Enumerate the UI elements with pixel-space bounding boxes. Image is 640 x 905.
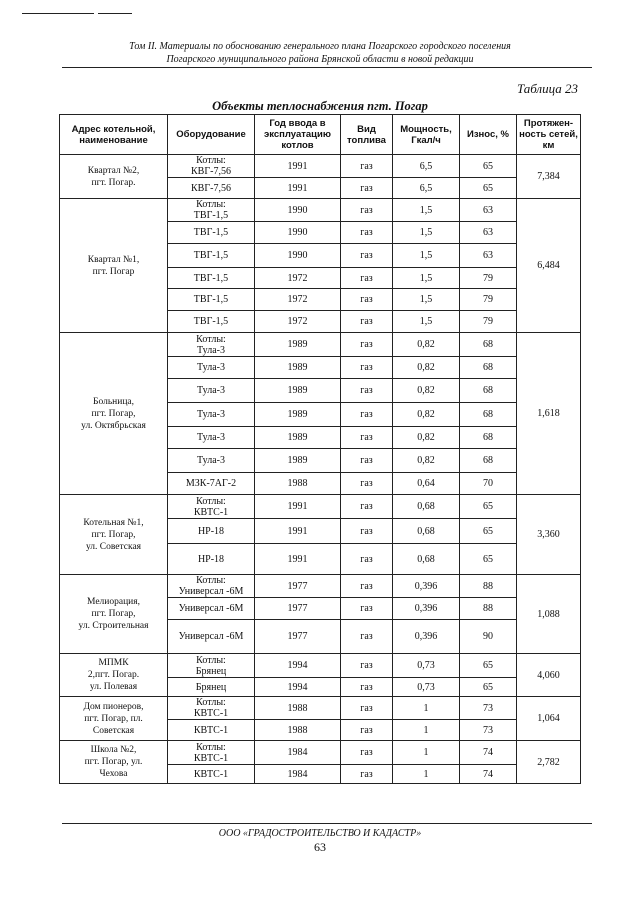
- wear-cell: 90: [460, 620, 517, 654]
- address-cell: [60, 495, 168, 575]
- address-line: Школа №2,: [90, 745, 137, 755]
- wear-cell: 73: [460, 697, 517, 720]
- equipment-cell: [168, 268, 255, 289]
- year-cell: 1984: [255, 741, 341, 765]
- equipment-name: Брянец: [195, 665, 227, 677]
- year-cell: 1990: [255, 199, 341, 222]
- equipment-name: КВТС-1: [193, 752, 229, 764]
- power-cell: 0,82: [393, 427, 460, 449]
- footer-rule: [62, 823, 592, 824]
- power-cell: 0,73: [393, 654, 460, 678]
- year-cell: 1991: [255, 155, 341, 178]
- equipment-cell: [168, 544, 255, 575]
- equipment-name: Тула-3: [197, 362, 225, 373]
- wear-cell: 70: [460, 473, 517, 495]
- address-cell: [60, 741, 168, 784]
- equipment-name: НР-18: [197, 525, 225, 537]
- fuel-cell: газ: [341, 155, 393, 178]
- equipment-name: ТВГ-1,5: [193, 210, 229, 221]
- address-cell: [60, 155, 168, 199]
- address-line: пгт. Погар, пл.: [84, 713, 143, 724]
- year-cell: 1972: [255, 311, 341, 333]
- address-line: ул. Советская: [85, 541, 142, 552]
- equipment-name: МЗК-7АГ-2: [185, 478, 237, 489]
- boilers-label: Котлы:: [196, 495, 226, 507]
- power-cell: 1,5: [393, 268, 460, 289]
- fuel-cell: газ: [341, 333, 393, 357]
- wear-cell: 68: [460, 403, 517, 427]
- network-length-cell: 1,618: [517, 333, 581, 495]
- year-cell: 1989: [255, 427, 341, 449]
- wear-cell: 63: [460, 199, 517, 222]
- address-line: пгт. Погар,: [91, 529, 136, 540]
- heat-supply-table: [59, 114, 581, 784]
- network-length-cell: 6,484: [517, 199, 581, 333]
- wear-cell: 73: [460, 720, 517, 741]
- table-row: [60, 575, 581, 598]
- power-cell: 0,396: [393, 598, 460, 620]
- fuel-cell: газ: [341, 678, 393, 697]
- equipment-name: ТВГ-1,5: [193, 294, 229, 305]
- power-cell: 0,73: [393, 678, 460, 697]
- equipment-name: ТВГ-1,5: [193, 272, 229, 284]
- address-line: Больница,: [93, 396, 134, 407]
- network-length-cell: 1,064: [517, 697, 581, 741]
- equipment-name: ТВГ-1,5: [193, 227, 229, 238]
- equipment-cell: [168, 575, 255, 598]
- table-row: [60, 741, 581, 765]
- power-cell: 0,396: [393, 620, 460, 654]
- equipment-name: Универсал -6М: [178, 631, 244, 642]
- address-line: Мелиорация,: [87, 597, 140, 607]
- power-cell: 0,82: [393, 449, 460, 473]
- power-cell: 0,68: [393, 495, 460, 519]
- equipment-cell: [168, 473, 255, 495]
- fuel-cell: газ: [341, 720, 393, 741]
- year-cell: 1991: [255, 519, 341, 544]
- equipment-cell: [168, 598, 255, 620]
- address-line: пгт. Погар,: [91, 609, 136, 619]
- equipment-cell: [168, 654, 255, 678]
- equipment-cell: [168, 222, 255, 244]
- fuel-cell: газ: [341, 741, 393, 765]
- table-body: [60, 155, 581, 784]
- wear-cell: 79: [460, 268, 517, 289]
- year-cell: 1991: [255, 178, 341, 199]
- equipment-name: Универсал -6М: [178, 603, 244, 614]
- fuel-cell: газ: [341, 311, 393, 333]
- boilers-label: Котлы:: [196, 575, 226, 586]
- fuel-cell: газ: [341, 519, 393, 544]
- address-line: Котельная №1,: [83, 517, 144, 528]
- address-line: Советская: [92, 725, 135, 736]
- address-line: МПМК: [98, 658, 129, 668]
- year-cell: 1994: [255, 654, 341, 678]
- year-cell: 1988: [255, 697, 341, 720]
- top-rule-left: [22, 13, 94, 14]
- address-cell: [60, 697, 168, 741]
- equipment-name: ТВГ-1,5: [193, 250, 229, 261]
- power-cell: 0,82: [393, 379, 460, 403]
- network-length-cell: 2,782: [517, 741, 581, 784]
- year-cell: 1991: [255, 495, 341, 519]
- wear-cell: 74: [460, 765, 517, 784]
- fuel-cell: газ: [341, 697, 393, 720]
- power-cell: 1,5: [393, 222, 460, 244]
- year-cell: 1989: [255, 449, 341, 473]
- equipment-cell: [168, 678, 255, 697]
- fuel-cell: газ: [341, 449, 393, 473]
- year-cell: 1989: [255, 379, 341, 403]
- address-line: ул. Полевая: [89, 682, 138, 692]
- address-line: 2,пгт. Погар.: [87, 670, 140, 680]
- header-rule: [62, 67, 592, 68]
- address-line: пгт. Погар.: [91, 177, 136, 188]
- table-row: [60, 199, 581, 222]
- table-number: Таблица 23: [516, 81, 578, 96]
- year-cell: 1989: [255, 403, 341, 427]
- equipment-name: КВТС-1: [193, 724, 229, 736]
- year-cell: 1991: [255, 544, 341, 575]
- fuel-cell: газ: [341, 268, 393, 289]
- wear-cell: 79: [460, 311, 517, 333]
- power-cell: 0,82: [393, 357, 460, 379]
- equipment-cell: [168, 333, 255, 357]
- fuel-cell: газ: [341, 178, 393, 199]
- address-line: пгт. Погар,: [91, 408, 136, 419]
- equipment-cell: [168, 427, 255, 449]
- equipment-cell: [168, 765, 255, 784]
- fuel-cell: газ: [341, 289, 393, 311]
- equipment-name: Тула-3: [197, 385, 225, 396]
- year-cell: 1977: [255, 620, 341, 654]
- fuel-cell: газ: [341, 222, 393, 244]
- equipment-name: КВТС-1: [193, 768, 229, 780]
- address-line: пгт. Погар, ул.: [84, 757, 143, 767]
- wear-cell: 65: [460, 544, 517, 575]
- table-row: [60, 333, 581, 357]
- year-cell: 1988: [255, 720, 341, 741]
- address-cell: [60, 654, 168, 697]
- table-row: [60, 155, 581, 178]
- equipment-name: Тула-3: [197, 455, 225, 466]
- power-cell: 0,396: [393, 575, 460, 598]
- wear-cell: 68: [460, 449, 517, 473]
- boilers-label: Котлы:: [196, 155, 226, 166]
- year-cell: 1988: [255, 473, 341, 495]
- equipment-name: Брянец: [195, 681, 227, 693]
- footer-company: ООО «ГРАДОСТРОИТЕЛЬСТВО И КАДАСТР»: [218, 828, 422, 839]
- power-cell: 0,64: [393, 473, 460, 495]
- year-cell: 1990: [255, 222, 341, 244]
- wear-cell: 65: [460, 155, 517, 178]
- wear-cell: 88: [460, 575, 517, 598]
- power-cell: 6,5: [393, 155, 460, 178]
- equipment-name: Универсал -6М: [178, 586, 244, 597]
- boilers-label: Котлы:: [196, 697, 226, 708]
- equipment-name: КВГ-7,56: [191, 166, 231, 177]
- address-cell: [60, 333, 168, 495]
- address-line: Чехова: [99, 769, 128, 779]
- address-line: Квартал №1,: [87, 254, 140, 265]
- equipment-cell: [168, 289, 255, 311]
- wear-cell: 63: [460, 244, 517, 268]
- equipment-name: КВТС-1: [193, 506, 229, 518]
- wear-cell: 65: [460, 178, 517, 199]
- year-cell: 1989: [255, 357, 341, 379]
- fuel-cell: газ: [341, 403, 393, 427]
- year-cell: 1977: [255, 575, 341, 598]
- power-cell: 0,82: [393, 333, 460, 357]
- address-line: Квартал №2,: [87, 165, 140, 176]
- fuel-cell: газ: [341, 598, 393, 620]
- wear-cell: 65: [460, 654, 517, 678]
- equipment-cell: [168, 311, 255, 333]
- wear-cell: 68: [460, 333, 517, 357]
- power-cell: 1,5: [393, 289, 460, 311]
- address-cell: [60, 575, 168, 654]
- power-cell: 6,5: [393, 178, 460, 199]
- fuel-cell: газ: [341, 765, 393, 784]
- running-header-line1: Том II. Материалы по обоснованию генерального плана Погарского городского поселения: [129, 41, 511, 52]
- power-cell: 0,68: [393, 544, 460, 575]
- fuel-cell: газ: [341, 495, 393, 519]
- wear-cell: 65: [460, 678, 517, 697]
- boilers-label: Котлы:: [196, 199, 226, 210]
- running-header: [0, 40, 640, 66]
- equipment-name: Тула-3: [197, 344, 225, 356]
- power-cell: 1,5: [393, 244, 460, 268]
- wear-cell: 68: [460, 379, 517, 403]
- col-header-year: Год ввода в эксплуатацию котлов: [255, 115, 341, 155]
- fuel-cell: газ: [341, 473, 393, 495]
- table-row: [60, 697, 581, 720]
- fuel-cell: газ: [341, 620, 393, 654]
- network-length-cell: 1,088: [517, 575, 581, 654]
- power-cell: 1: [393, 741, 460, 765]
- year-cell: 1990: [255, 244, 341, 268]
- wear-cell: 65: [460, 519, 517, 544]
- address-line: пгт. Погар: [92, 266, 135, 277]
- equipment-cell: [168, 178, 255, 199]
- equipment-cell: [168, 449, 255, 473]
- equipment-cell: [168, 741, 255, 765]
- table-row: [60, 495, 581, 519]
- equipment-cell: [168, 199, 255, 222]
- boilers-label: Котлы:: [196, 654, 226, 666]
- equipment-name: КВГ-7,56: [191, 182, 231, 194]
- year-cell: 1972: [255, 268, 341, 289]
- wear-cell: 74: [460, 741, 517, 765]
- fuel-cell: газ: [341, 427, 393, 449]
- power-cell: 1,5: [393, 199, 460, 222]
- running-header-line2: Погарского муниципального района Брянской области в новой редакции: [166, 54, 474, 65]
- wear-cell: 88: [460, 598, 517, 620]
- equipment-name: Тула-3: [197, 409, 225, 420]
- fuel-cell: газ: [341, 379, 393, 403]
- equipment-cell: [168, 697, 255, 720]
- page-number: 63: [314, 840, 326, 854]
- table-title: Объекты теплоснабжения пгт. Погар: [212, 99, 428, 113]
- equipment-cell: [168, 357, 255, 379]
- year-cell: 1977: [255, 598, 341, 620]
- boilers-label: Котлы:: [196, 333, 226, 345]
- address-line: ул. Октябрьская: [81, 420, 146, 431]
- power-cell: 1: [393, 720, 460, 741]
- top-rule-right: [98, 13, 132, 14]
- power-cell: 1: [393, 697, 460, 720]
- year-cell: 1972: [255, 289, 341, 311]
- equipment-name: Тула-3: [197, 432, 225, 443]
- equipment-name: НР-18: [197, 553, 225, 565]
- address-line: Дом пионеров,: [83, 701, 144, 712]
- power-cell: 1,5: [393, 311, 460, 333]
- power-cell: 1: [393, 765, 460, 784]
- table-header-row: [60, 115, 581, 155]
- year-cell: 1989: [255, 333, 341, 357]
- year-cell: 1984: [255, 765, 341, 784]
- network-length-cell: 7,384: [517, 155, 581, 199]
- equipment-cell: [168, 495, 255, 519]
- year-cell: 1994: [255, 678, 341, 697]
- fuel-cell: газ: [341, 544, 393, 575]
- col-header-fuel: Вид топлива: [341, 115, 393, 155]
- equipment-name: КВТС-1: [193, 708, 229, 719]
- equipment-name: ТВГ-1,5: [193, 316, 229, 327]
- network-length-cell: 3,360: [517, 495, 581, 575]
- col-header-power: Мощность, Гкал/ч: [393, 115, 460, 155]
- fuel-cell: газ: [341, 654, 393, 678]
- table-row: [60, 654, 581, 678]
- fuel-cell: газ: [341, 244, 393, 268]
- power-cell: 0,82: [393, 403, 460, 427]
- fuel-cell: газ: [341, 199, 393, 222]
- equipment-cell: [168, 720, 255, 741]
- equipment-cell: [168, 519, 255, 544]
- wear-cell: 68: [460, 357, 517, 379]
- equipment-cell: [168, 244, 255, 268]
- power-cell: 0,68: [393, 519, 460, 544]
- boilers-label: Котлы:: [196, 741, 226, 753]
- address-cell: [60, 199, 168, 333]
- network-length-cell: 4,060: [517, 654, 581, 697]
- fuel-cell: газ: [341, 357, 393, 379]
- col-header-wear: Износ, %: [460, 115, 517, 155]
- wear-cell: 63: [460, 222, 517, 244]
- wear-cell: 65: [460, 495, 517, 519]
- equipment-cell: [168, 155, 255, 178]
- wear-cell: 68: [460, 427, 517, 449]
- col-header-network-length: Протяжен-ность сетей, км: [517, 115, 581, 155]
- equipment-cell: [168, 379, 255, 403]
- address-line: ул. Строительная: [78, 621, 149, 631]
- col-header-address: Адрес котельной, наименование: [60, 115, 168, 155]
- col-header-equipment: Оборудование: [168, 115, 255, 155]
- fuel-cell: газ: [341, 575, 393, 598]
- equipment-cell: [168, 620, 255, 654]
- wear-cell: 79: [460, 289, 517, 311]
- equipment-cell: [168, 403, 255, 427]
